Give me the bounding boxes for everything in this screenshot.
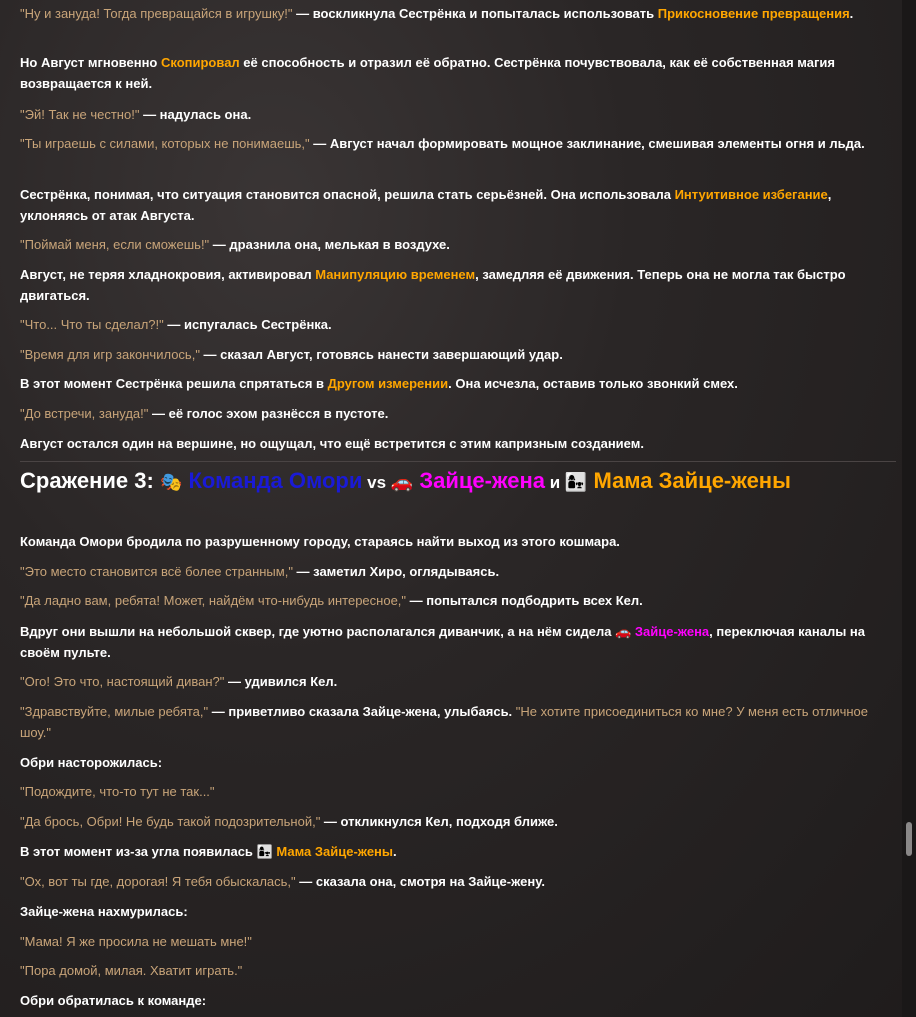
story-paragraph [20, 314, 890, 335]
narration-text: — Август начал формировать мощное заклинание, смешивая элементы огня и льда. [309, 136, 865, 151]
dialogue-quote: "Мама! Я же просила не мешать мне!" [20, 934, 252, 949]
narration-text: Обри насторожилась: [20, 755, 163, 770]
dialogue-quote: "Ох, вот ты где, дорогая! Я тебя обыскалась," [20, 874, 296, 889]
story-paragraph [20, 561, 890, 582]
dialogue-quote: "Эй! Так не честно!" [20, 107, 140, 122]
story-paragraph [20, 264, 896, 306]
narration-text: — надулась она. [139, 107, 252, 122]
ability-highlight: Манипуляцию временем [315, 267, 476, 282]
story-paragraph [20, 671, 890, 692]
narration-text: В этот момент Сестрёнка решила спрятаться в [20, 376, 328, 391]
narration-text: — откликнулся Кел, подходя ближе. [320, 814, 558, 829]
story-paragraph [20, 781, 890, 802]
ability-highlight: Скопировал [160, 55, 240, 70]
story-paragraph [20, 403, 890, 424]
narration-text: Август, не теряя хладнокровия, активировал [20, 267, 316, 282]
dialogue-quote: "Что... Что ты сделал?!" [20, 317, 164, 332]
story-paragraph [20, 841, 890, 862]
narration-text: Зайце-жена нахмурилась: [20, 904, 188, 919]
battle-heading [20, 461, 896, 493]
narration-text: — сказала она, смотря на Зайце-жену. [295, 874, 545, 889]
team-omori-name: Команда Омори [188, 468, 363, 493]
dialogue-quote: "Здравствуйте, милые ребята," [20, 704, 209, 719]
narration-text: Обри обратилась к команде: [20, 993, 207, 1008]
dialogue-quote: "Поймай меня, если сможешь!" [20, 237, 210, 252]
narration-text: . Она исчезла, оставив только звонкий смех. [448, 376, 738, 391]
narration-text: . [393, 844, 397, 859]
dialogue-quote: "Пора домой, милая. Хватит играть." [20, 963, 243, 978]
vertical-scrollbar[interactable] [902, 0, 916, 1017]
narration-text: — сказал Август, готовясь нанести завершающий удар. [199, 347, 563, 362]
mother-child-icon: 👩‍👧 [564, 472, 588, 492]
narration-text: — воскликнула Сестрёнка и попыталась использовать [292, 6, 658, 21]
ability-highlight: Другом измерении [327, 376, 449, 391]
dialogue-quote: "Ого! Это что, настоящий диван?" [20, 674, 225, 689]
theater-masks-icon: 🎭 [159, 472, 183, 492]
narration-text: — испугалась Сестрёнка. [163, 317, 332, 332]
dialogue-quote: "Да ладно вам, ребята! Может, найдём что-нибудь интересное," [20, 593, 407, 608]
dialogue-quote: "Время для игр закончилось," [20, 347, 200, 362]
narration-text: , переключая каналы на своём пульте. [20, 624, 866, 660]
narration-text: Команда Омори бродила по разрушенному городу, стараясь найти выход из этого кошмара. [20, 534, 620, 549]
story-paragraph [20, 234, 890, 255]
story-paragraph [20, 344, 890, 365]
narration-text: В этот момент из-за угла появилась [20, 844, 257, 859]
battle-prefix: Сражение 3: [20, 468, 160, 493]
dialogue-quote: "Подождите, что-то тут не так..." [20, 784, 215, 799]
story-paragraph [20, 531, 890, 552]
dialogue-quote: "Это место становится всё более странным," [20, 564, 293, 579]
story-paragraph [20, 3, 890, 24]
mother-child-icon: 👩‍👧 [256, 844, 273, 859]
bunny-wife-name: Зайце-жена [634, 624, 710, 639]
narration-text: — удивился Кел. [224, 674, 338, 689]
dialogue-quote: "Ты играешь с силами, которых не понимаешь," [20, 136, 310, 151]
dialogue-quote: "Да брось, Обри! Не будь такой подозрительной," [20, 814, 321, 829]
narration-text: — заметил Хиро, оглядываясь. [292, 564, 500, 579]
dialogue-quote: "До встречи, зануда!" [20, 406, 149, 421]
dialogue-quote: "Ну и зануда! Тогда превращайся в игрушку!" [20, 6, 293, 21]
bunny-wife-name: Зайце-жена [419, 468, 546, 493]
narration-text: её способность и отразил её обратно. Сестрёнка почувствовала, как её собственная магия возвращается к ней. [20, 55, 835, 91]
story-paragraph [20, 871, 890, 892]
story-paragraph [20, 990, 890, 1011]
story-paragraph [20, 184, 890, 226]
story-paragraph [20, 373, 890, 394]
dialogue-quote: "Не хотите присоединиться ко мне? У меня есть отличное шоу." [20, 704, 868, 740]
story-paragraph [20, 621, 890, 663]
narration-text: Август остался один на вершине, но ощущал, что ещё встретится с этим капризным созданием. [20, 436, 644, 451]
narration-text: . [849, 6, 854, 21]
story-paragraph [20, 901, 890, 922]
and-label: и [545, 473, 565, 492]
narration-text: Вдруг они вышли на небольшой сквер, где уютно располагался диванчик, а на нём сидела [20, 624, 616, 639]
narration-text: — дразнила она, мелькая в воздухе. [209, 237, 450, 252]
scrollbar-thumb[interactable] [906, 822, 912, 856]
story-paragraph [20, 752, 890, 773]
bunny-mom-name: Мама Зайце-жены [276, 844, 394, 859]
narration-text: — её голос эхом разнёсся в пустоте. [148, 406, 389, 421]
story-paragraph [20, 52, 890, 94]
narration-text: , замедляя её движения. Теперь она не могла так быстро двигаться. [20, 267, 846, 303]
story-paragraph [20, 811, 890, 832]
ability-highlight: Прикосновение превращения [657, 6, 850, 21]
story-paragraph [20, 133, 896, 154]
ability-highlight: Интуитивное избегание [674, 187, 828, 202]
story-paragraph [20, 701, 890, 743]
story-paragraph [20, 960, 890, 981]
narration-text: — попытался подбодрить всех Кел. [406, 593, 643, 608]
narration-text: — приветливо сказала Зайце-жена, улыбаясь. [208, 704, 516, 719]
narration-text: Сестрёнка, понимая, что ситуация становится опасной, решила стать серьёзней. Она использовала [20, 187, 675, 202]
story-paragraph [20, 104, 890, 125]
story-paragraph [20, 590, 890, 611]
story-paragraph [20, 931, 890, 952]
narration-text: , уклоняясь от атак Августа. [20, 187, 832, 223]
narration-text: Но Август мгновенно [20, 55, 161, 70]
bunny-mom-name: Мама Зайце-жены [593, 468, 791, 493]
car-icon: 🚗 [615, 624, 632, 639]
versus-label: vs [362, 473, 391, 492]
car-icon: 🚗 [390, 472, 414, 492]
story-paragraph [20, 433, 890, 454]
